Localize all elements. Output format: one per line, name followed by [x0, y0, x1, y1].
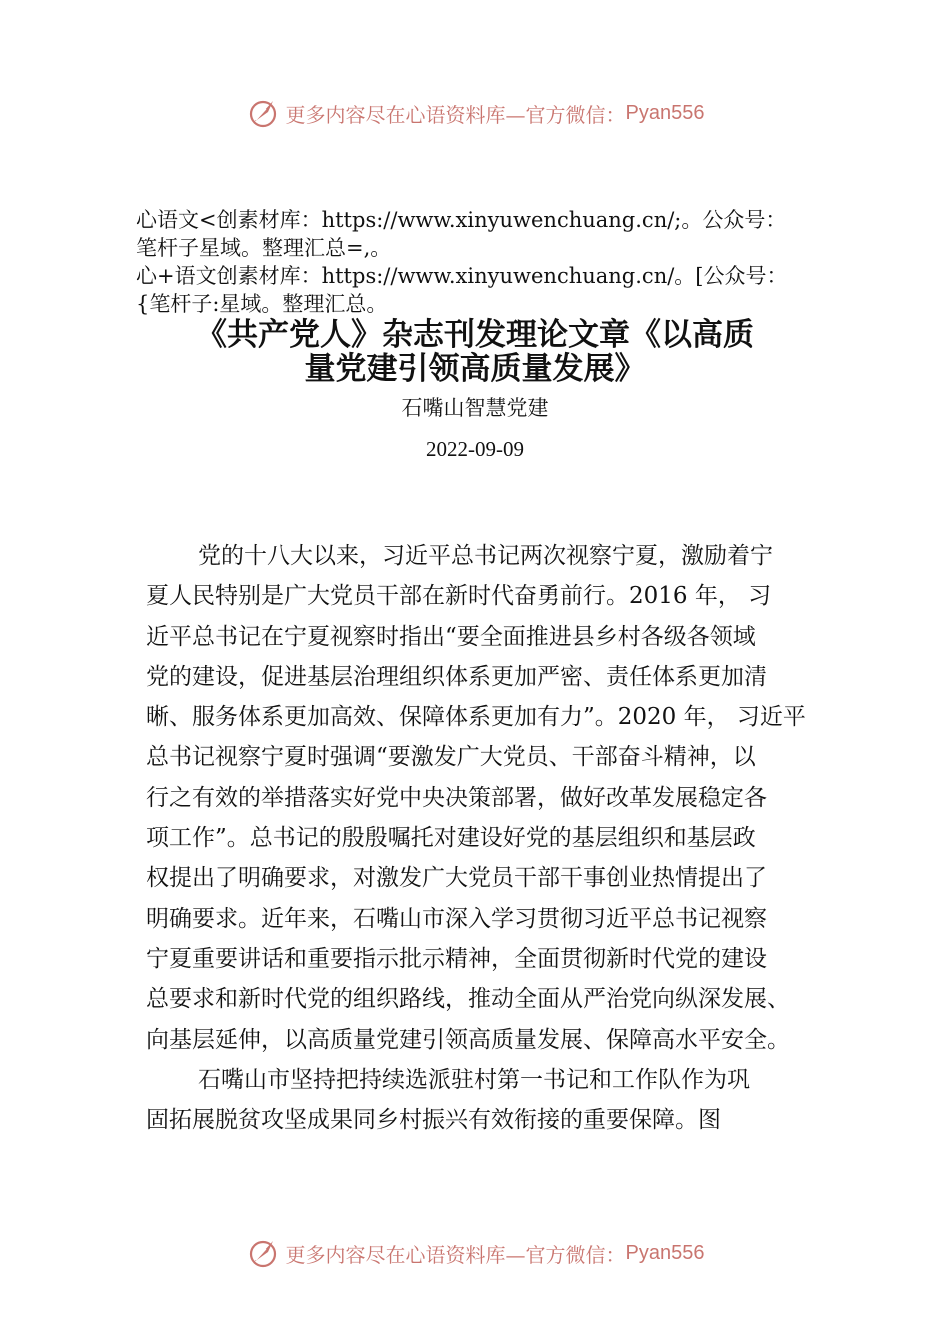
watermark-text: 更多内容尽在心语资料库—官方微信： [285, 102, 626, 127]
wechat-id: Pyan556 [625, 1241, 705, 1264]
article-author: 石嘴山智慧党建 [401, 396, 549, 420]
paragraph [146, 1060, 836, 1141]
note-line: {笔杆子:星域。整理汇总。 [136, 292, 388, 316]
wechat-id: Pyan556 [625, 101, 705, 124]
watermark-banner-bottom [0, 1233, 950, 1273]
text-line: 明确要求。近年来，石嘴山市深入学习贯彻习近平总书记视察 [146, 905, 767, 932]
text-line: 总要求和新时代党的组织路线，推动全面从严治党向纵深发展、 [146, 986, 790, 1013]
article-body [146, 536, 836, 1140]
title-line: 《共产党人》杂志刊发理论文章《以高质 [196, 317, 754, 353]
text-line: 近平总书记在宁夏视察时指出“要全面推进县乡村各级各领域 [146, 623, 756, 650]
text-line: 宁夏重要讲话和重要指示批示精神，全面贯彻新时代党的建设 [146, 945, 767, 972]
article-date: 2022-09-09 [426, 437, 524, 461]
text-line: 固拓展脱贫攻坚成果同乡村振兴有效衔接的重要保障。图 [146, 1107, 721, 1134]
quill-logo-icon [246, 1236, 280, 1270]
watermark-banner-top [0, 93, 950, 133]
text-line: 夏人民特别是广大党员干部在新时代奋勇前行。2016 年， 习 [146, 583, 772, 610]
note-line: 心+语文创素材库：https://www.xinyuwenchuang.cn/。[公众号： [136, 264, 788, 288]
article-title [100, 318, 850, 386]
paragraph [146, 536, 836, 1060]
title-line: 量党建引领高质量发展》 [304, 351, 646, 387]
text-line: 总书记视察宁夏时强调“要激发广大党员、干部奋斗精神，以 [146, 744, 756, 771]
source-notes [136, 206, 856, 318]
text-line: 石嘴山市坚持把持续选派驻村第一书记和工作队作为巩 [198, 1066, 750, 1093]
quill-logo-icon [246, 96, 280, 130]
text-line: 党的十八大以来，习近平总书记两次视察宁夏，激励着宁 [198, 543, 773, 569]
text-line: 晰、服务体系更加高效、保障体系更加有力”。2020 年， 习近平 [146, 704, 806, 731]
text-line: 向基层延伸，以高质量党建引领高质量发展、保障高水平安全。 [146, 1026, 790, 1053]
note-line: 笔杆子星域。整理汇总=,。 [136, 236, 392, 260]
text-line: 行之有效的举措落实好党中央决策部署，做好改革发展稳定各 [146, 784, 767, 811]
text-line: 党的建设，促进基层治理组织体系更加严密、责任体系更加清 [146, 663, 767, 690]
watermark-text: 更多内容尽在心语资料库—官方微信： [285, 1242, 626, 1267]
text-line: 权提出了明确要求，对激发广大党员干部干事创业热情提出了 [146, 865, 767, 892]
note-line: 心语文<创素材库：https://www.xinyuwenchuang.cn/;。公众号： [136, 208, 787, 232]
text-line: 项工作”。总书记的殷殷嘱托对建设好党的基层组织和基层政 [146, 825, 756, 852]
